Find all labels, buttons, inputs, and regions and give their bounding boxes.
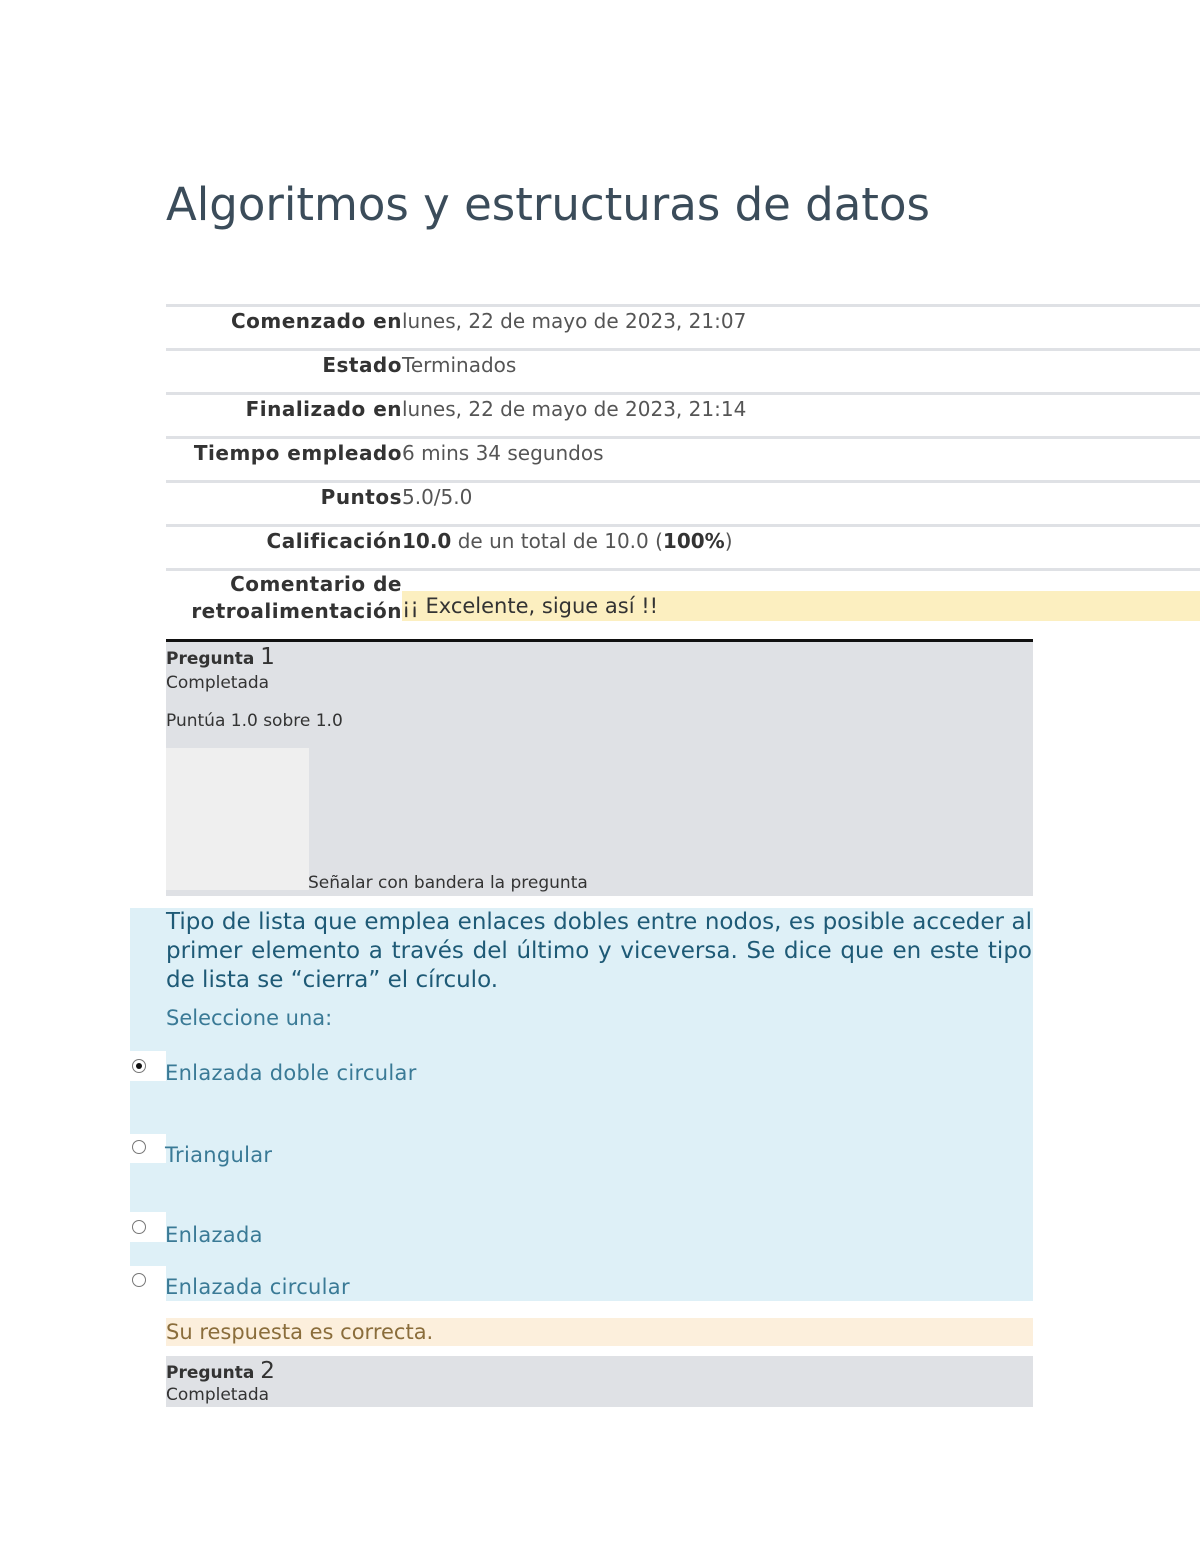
question-label: Pregunta [166, 649, 261, 669]
radio-option-2[interactable] [132, 1140, 146, 1154]
grade-value [402, 529, 733, 553]
points-value: 5.0/5.0 [402, 485, 473, 509]
finished-label: Finalizado en [245, 397, 402, 421]
question-1-text: Tipo de lista que emplea enlaces dobles entre nodos, es posible acceder al primer elemento a través del último y viceversa. Se dice que en este tipo de lista se “cierra” el círculo. [166, 909, 1032, 993]
option-2-label[interactable]: Triangular [165, 1143, 273, 1167]
radio-option-4[interactable] [132, 1273, 146, 1287]
radio-option-3[interactable] [132, 1220, 146, 1234]
option-3-label[interactable]: Enlazada [165, 1223, 263, 1247]
feedback-label-line2: retroalimentación [191, 599, 402, 623]
feedback-label [191, 571, 402, 625]
grade-mid: de un total de 10.0 ( [451, 529, 663, 553]
page-title: Algoritmos y estructuras de datos [166, 178, 930, 231]
grade-percent: 100% [662, 529, 725, 553]
option-1-label[interactable]: Enlazada doble circular [165, 1061, 417, 1085]
summary-row-state [166, 348, 1200, 392]
question-1-prompt: Seleccione una: [166, 1006, 333, 1030]
overall-feedback: ¡¡ Excelente, sigue así !! [402, 591, 1200, 621]
grade-end: ) [724, 529, 733, 553]
radio-option-1[interactable] [132, 1059, 146, 1073]
question-1-grade: Puntúa 1.0 sobre 1.0 [166, 711, 343, 731]
summary-row-points [166, 480, 1200, 524]
question-1-number [166, 644, 275, 670]
flag-question-link[interactable]: Señalar con bandera la pregunta [308, 873, 588, 893]
question-2-number [166, 1358, 275, 1384]
summary-row-time [166, 436, 1200, 480]
question-number: 2 [260, 1358, 275, 1384]
summary-row-finished [166, 392, 1200, 436]
question-1-state: Completada [166, 673, 270, 693]
attempt-summary-table [166, 304, 1200, 626]
grade-score: 10.0 [402, 529, 452, 553]
grade-label: Calificación [266, 529, 402, 553]
question-label: Pregunta [166, 1363, 261, 1383]
question-number: 1 [260, 644, 275, 670]
summary-row-started [166, 304, 1200, 348]
time-value: 6 mins 34 segundos [402, 441, 604, 465]
points-label: Puntos [320, 485, 402, 509]
option-4-label[interactable]: Enlazada circular [165, 1275, 350, 1299]
feedback-label-line1: Comentario de [230, 572, 402, 596]
summary-row-feedback [166, 568, 1200, 626]
summary-row-grade [166, 524, 1200, 568]
question-1-content [130, 908, 1033, 1301]
started-label: Comenzado en [230, 309, 402, 333]
time-label: Tiempo empleado [193, 441, 402, 465]
flag-icon[interactable] [166, 748, 309, 890]
answer-feedback: Su respuesta es correcta. [166, 1318, 1033, 1346]
question-1-info [166, 639, 1033, 896]
question-2-info [166, 1356, 1033, 1407]
question-2-state: Completada [166, 1385, 270, 1405]
state-value: Terminados [402, 353, 517, 377]
finished-value: lunes, 22 de mayo de 2023, 21:14 [402, 397, 747, 421]
state-label: Estado [322, 353, 402, 377]
started-value: lunes, 22 de mayo de 2023, 21:07 [402, 309, 747, 333]
